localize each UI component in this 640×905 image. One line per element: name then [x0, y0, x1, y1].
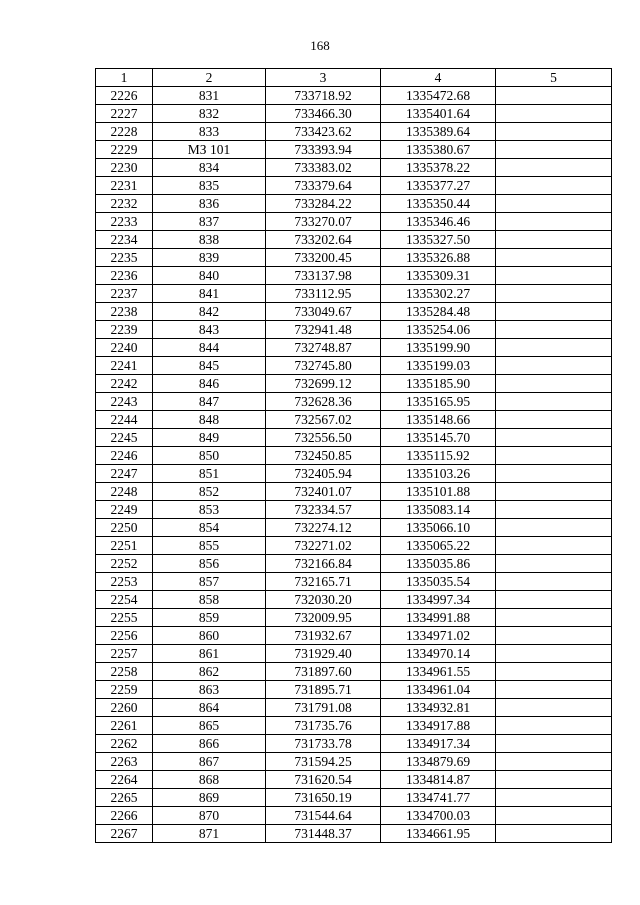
- table-cell: [496, 375, 612, 393]
- table-cell: 732271.02: [266, 537, 381, 555]
- table-row: [96, 735, 612, 753]
- table-cell: 2252: [96, 555, 153, 573]
- table-row: [96, 393, 612, 411]
- table-cell: [496, 249, 612, 267]
- table-cell: 2267: [96, 825, 153, 843]
- column-header: 4: [381, 69, 496, 87]
- table-cell: [496, 321, 612, 339]
- table-cell: 2264: [96, 771, 153, 789]
- table-cell: 840: [153, 267, 266, 285]
- table-cell: 2256: [96, 627, 153, 645]
- table-cell: 1335377.27: [381, 177, 496, 195]
- table-cell: [496, 591, 612, 609]
- table-cell: 733137.98: [266, 267, 381, 285]
- table-row: [96, 141, 612, 159]
- table-cell: [496, 807, 612, 825]
- table-cell: 733718.92: [266, 87, 381, 105]
- table-cell: 834: [153, 159, 266, 177]
- table-cell: 733393.94: [266, 141, 381, 159]
- table-cell: 831: [153, 87, 266, 105]
- table-cell: 1335284.48: [381, 303, 496, 321]
- table-cell: 2239: [96, 321, 153, 339]
- table-cell: [496, 681, 612, 699]
- table-row: [96, 123, 612, 141]
- table-cell: 853: [153, 501, 266, 519]
- table-row: [96, 681, 612, 699]
- table-cell: [496, 663, 612, 681]
- table-cell: 855: [153, 537, 266, 555]
- table-row: [96, 339, 612, 357]
- table-cell: 2262: [96, 735, 153, 753]
- table-cell: 843: [153, 321, 266, 339]
- table-cell: 835: [153, 177, 266, 195]
- table-cell: 731594.25: [266, 753, 381, 771]
- table-cell: [496, 213, 612, 231]
- table-cell: 731895.71: [266, 681, 381, 699]
- table-cell: 1335185.90: [381, 375, 496, 393]
- table-cell: 1335065.22: [381, 537, 496, 555]
- table-cell: 2253: [96, 573, 153, 591]
- table-cell: 731620.54: [266, 771, 381, 789]
- table-row: [96, 699, 612, 717]
- table-row: [96, 537, 612, 555]
- table-cell: 861: [153, 645, 266, 663]
- table-cell: 1334700.03: [381, 807, 496, 825]
- table-cell: 1335145.70: [381, 429, 496, 447]
- table-cell: 863: [153, 681, 266, 699]
- table-row: [96, 447, 612, 465]
- table-cell: 1335378.22: [381, 159, 496, 177]
- table-cell: 2245: [96, 429, 153, 447]
- table-cell: 1334991.88: [381, 609, 496, 627]
- table-cell: 1335326.88: [381, 249, 496, 267]
- table-cell: 1335066.10: [381, 519, 496, 537]
- table-row: [96, 231, 612, 249]
- table-cell: [496, 645, 612, 663]
- table-cell: 731733.78: [266, 735, 381, 753]
- table-cell: 733270.07: [266, 213, 381, 231]
- table-cell: 2263: [96, 753, 153, 771]
- table-cell: 1335115.92: [381, 447, 496, 465]
- table-cell: 2232: [96, 195, 153, 213]
- table-cell: 2266: [96, 807, 153, 825]
- table-cell: 733284.22: [266, 195, 381, 213]
- table-cell: 733112.95: [266, 285, 381, 303]
- table-cell: 850: [153, 447, 266, 465]
- table-cell: 732628.36: [266, 393, 381, 411]
- table-cell: 841: [153, 285, 266, 303]
- table-cell: [496, 519, 612, 537]
- table-cell: 833: [153, 123, 266, 141]
- column-header: 1: [96, 69, 153, 87]
- table-row: [96, 321, 612, 339]
- table-cell: 1335389.64: [381, 123, 496, 141]
- table-cell: 2257: [96, 645, 153, 663]
- table-cell: 844: [153, 339, 266, 357]
- table-cell: 1335254.06: [381, 321, 496, 339]
- table-cell: 1334917.88: [381, 717, 496, 735]
- table-cell: 2238: [96, 303, 153, 321]
- table-cell: 2251: [96, 537, 153, 555]
- table-cell: 1334932.81: [381, 699, 496, 717]
- table-row: [96, 825, 612, 843]
- table-cell: 2228: [96, 123, 153, 141]
- table-cell: 1335199.03: [381, 357, 496, 375]
- table-cell: 1334961.55: [381, 663, 496, 681]
- table-cell: 1334661.95: [381, 825, 496, 843]
- table-cell: 732334.57: [266, 501, 381, 519]
- table-cell: 1335035.54: [381, 573, 496, 591]
- table-cell: 846: [153, 375, 266, 393]
- table-cell: 1335035.86: [381, 555, 496, 573]
- table-cell: 732450.85: [266, 447, 381, 465]
- table-cell: [496, 789, 612, 807]
- table-cell: 731932.67: [266, 627, 381, 645]
- table-cell: 869: [153, 789, 266, 807]
- table-cell: 2244: [96, 411, 153, 429]
- table-cell: [496, 447, 612, 465]
- table-cell: 733379.64: [266, 177, 381, 195]
- table-cell: 731544.64: [266, 807, 381, 825]
- table-cell: 859: [153, 609, 266, 627]
- table-row: [96, 87, 612, 105]
- table-cell: 1335309.31: [381, 267, 496, 285]
- table-cell: [496, 609, 612, 627]
- table-cell: [496, 87, 612, 105]
- table-cell: 733466.30: [266, 105, 381, 123]
- table-cell: 854: [153, 519, 266, 537]
- column-header: 5: [496, 69, 612, 87]
- table-cell: [496, 105, 612, 123]
- table-row: [96, 573, 612, 591]
- table-cell: 862: [153, 663, 266, 681]
- table-cell: 2246: [96, 447, 153, 465]
- table-cell: 2233: [96, 213, 153, 231]
- table-cell: [496, 501, 612, 519]
- table-cell: [496, 303, 612, 321]
- table-cell: 1335327.50: [381, 231, 496, 249]
- table-cell: 2254: [96, 591, 153, 609]
- table-cell: 839: [153, 249, 266, 267]
- table-cell: [496, 555, 612, 573]
- table-cell: 732556.50: [266, 429, 381, 447]
- table-cell: 866: [153, 735, 266, 753]
- table-cell: 1335101.88: [381, 483, 496, 501]
- table-cell: 733049.67: [266, 303, 381, 321]
- table-cell: 732699.12: [266, 375, 381, 393]
- table-row: [96, 195, 612, 213]
- table-cell: 1334814.87: [381, 771, 496, 789]
- table-cell: 732165.71: [266, 573, 381, 591]
- table-cell: 732567.02: [266, 411, 381, 429]
- table-cell: МЗ 101: [153, 141, 266, 159]
- table-cell: 2241: [96, 357, 153, 375]
- table-cell: [496, 141, 612, 159]
- table-cell: [496, 231, 612, 249]
- table-cell: 1335103.26: [381, 465, 496, 483]
- table-row: [96, 627, 612, 645]
- table-cell: 1334741.77: [381, 789, 496, 807]
- table-cell: [496, 195, 612, 213]
- table-cell: 858: [153, 591, 266, 609]
- column-header: 3: [266, 69, 381, 87]
- table-cell: 732748.87: [266, 339, 381, 357]
- table-cell: 2265: [96, 789, 153, 807]
- table-cell: 1335148.66: [381, 411, 496, 429]
- table-cell: 857: [153, 573, 266, 591]
- table-cell: [496, 771, 612, 789]
- table-cell: 868: [153, 771, 266, 789]
- table-cell: [496, 537, 612, 555]
- table-cell: 2243: [96, 393, 153, 411]
- table-cell: 733383.02: [266, 159, 381, 177]
- table-cell: [496, 483, 612, 501]
- table-row: [96, 753, 612, 771]
- table-cell: 732401.07: [266, 483, 381, 501]
- table-cell: 1335165.95: [381, 393, 496, 411]
- table-cell: 832: [153, 105, 266, 123]
- table-row: [96, 663, 612, 681]
- table-cell: 732274.12: [266, 519, 381, 537]
- table-cell: 2261: [96, 717, 153, 735]
- table-cell: [496, 411, 612, 429]
- table-cell: 2250: [96, 519, 153, 537]
- table-cell: [496, 159, 612, 177]
- table-row: [96, 519, 612, 537]
- table-cell: 731735.76: [266, 717, 381, 735]
- table-cell: 838: [153, 231, 266, 249]
- table-cell: 2259: [96, 681, 153, 699]
- table-row: [96, 249, 612, 267]
- table-cell: 731929.40: [266, 645, 381, 663]
- table-cell: 2235: [96, 249, 153, 267]
- table-cell: [496, 699, 612, 717]
- table-row: [96, 303, 612, 321]
- table-row: [96, 771, 612, 789]
- table-cell: 851: [153, 465, 266, 483]
- table-cell: 1335199.90: [381, 339, 496, 357]
- coordinates-table: [95, 68, 612, 843]
- table-cell: 852: [153, 483, 266, 501]
- table-row: [96, 429, 612, 447]
- table-cell: 732166.84: [266, 555, 381, 573]
- table-cell: 2231: [96, 177, 153, 195]
- table-cell: 1335350.44: [381, 195, 496, 213]
- table-row: [96, 213, 612, 231]
- table-cell: 1335472.68: [381, 87, 496, 105]
- table-cell: 731791.08: [266, 699, 381, 717]
- table-cell: 1335302.27: [381, 285, 496, 303]
- table-cell: [496, 573, 612, 591]
- table-cell: 1335083.14: [381, 501, 496, 519]
- table-cell: 1334961.04: [381, 681, 496, 699]
- table-row: [96, 501, 612, 519]
- table-cell: 732405.94: [266, 465, 381, 483]
- table-cell: 2227: [96, 105, 153, 123]
- table-cell: 848: [153, 411, 266, 429]
- table-cell: 2255: [96, 609, 153, 627]
- table-cell: 733200.45: [266, 249, 381, 267]
- table-cell: 2230: [96, 159, 153, 177]
- table-cell: 732941.48: [266, 321, 381, 339]
- table-row: [96, 717, 612, 735]
- table-cell: [496, 177, 612, 195]
- table-row: [96, 555, 612, 573]
- table-cell: [496, 753, 612, 771]
- table-cell: [496, 627, 612, 645]
- table-cell: 2249: [96, 501, 153, 519]
- table-cell: 1334917.34: [381, 735, 496, 753]
- table-cell: 2234: [96, 231, 153, 249]
- table-cell: 2240: [96, 339, 153, 357]
- table-cell: 1335401.64: [381, 105, 496, 123]
- table-row: [96, 375, 612, 393]
- table-body: [96, 87, 612, 843]
- table-cell: 2226: [96, 87, 153, 105]
- table-cell: 1334997.34: [381, 591, 496, 609]
- table-cell: 732745.80: [266, 357, 381, 375]
- table-row: [96, 591, 612, 609]
- table-cell: 2258: [96, 663, 153, 681]
- table-cell: [496, 123, 612, 141]
- table-cell: 842: [153, 303, 266, 321]
- table-cell: 871: [153, 825, 266, 843]
- table-cell: 867: [153, 753, 266, 771]
- table-cell: [496, 465, 612, 483]
- table-cell: [496, 285, 612, 303]
- table-cell: 865: [153, 717, 266, 735]
- table-row: [96, 465, 612, 483]
- table-cell: 2237: [96, 285, 153, 303]
- table-row: [96, 285, 612, 303]
- table-row: [96, 807, 612, 825]
- table-row: [96, 267, 612, 285]
- table-cell: 1334970.14: [381, 645, 496, 663]
- table-cell: 2236: [96, 267, 153, 285]
- table-cell: [496, 339, 612, 357]
- table-row: [96, 483, 612, 501]
- table-cell: [496, 357, 612, 375]
- table-cell: 731897.60: [266, 663, 381, 681]
- table-cell: 731448.37: [266, 825, 381, 843]
- table-cell: [496, 267, 612, 285]
- table-cell: 1335346.46: [381, 213, 496, 231]
- table-row: [96, 789, 612, 807]
- table-cell: 849: [153, 429, 266, 447]
- table-header-row: [96, 69, 612, 87]
- table-cell: 1334879.69: [381, 753, 496, 771]
- table-cell: 845: [153, 357, 266, 375]
- table-row: [96, 177, 612, 195]
- table-row: [96, 645, 612, 663]
- table-cell: 733423.62: [266, 123, 381, 141]
- table-cell: [496, 825, 612, 843]
- table-cell: [496, 393, 612, 411]
- table-cell: 847: [153, 393, 266, 411]
- table-cell: [496, 429, 612, 447]
- table-row: [96, 105, 612, 123]
- table-cell: 2229: [96, 141, 153, 159]
- table-row: [96, 357, 612, 375]
- table-cell: 732030.20: [266, 591, 381, 609]
- column-header: 2: [153, 69, 266, 87]
- table-cell: 733202.64: [266, 231, 381, 249]
- table-row: [96, 159, 612, 177]
- table-cell: [496, 735, 612, 753]
- table-cell: 1334971.02: [381, 627, 496, 645]
- table-cell: 836: [153, 195, 266, 213]
- table-cell: 864: [153, 699, 266, 717]
- table-row: [96, 609, 612, 627]
- table-cell: 837: [153, 213, 266, 231]
- table-cell: 2248: [96, 483, 153, 501]
- table-cell: 731650.19: [266, 789, 381, 807]
- table-cell: 2242: [96, 375, 153, 393]
- table-cell: 2247: [96, 465, 153, 483]
- table-cell: 860: [153, 627, 266, 645]
- table-cell: 2260: [96, 699, 153, 717]
- table-cell: 732009.95: [266, 609, 381, 627]
- table-cell: [496, 717, 612, 735]
- page-number: 168: [310, 38, 330, 53]
- table-cell: 856: [153, 555, 266, 573]
- table-cell: 870: [153, 807, 266, 825]
- table-cell: 1335380.67: [381, 141, 496, 159]
- table-row: [96, 411, 612, 429]
